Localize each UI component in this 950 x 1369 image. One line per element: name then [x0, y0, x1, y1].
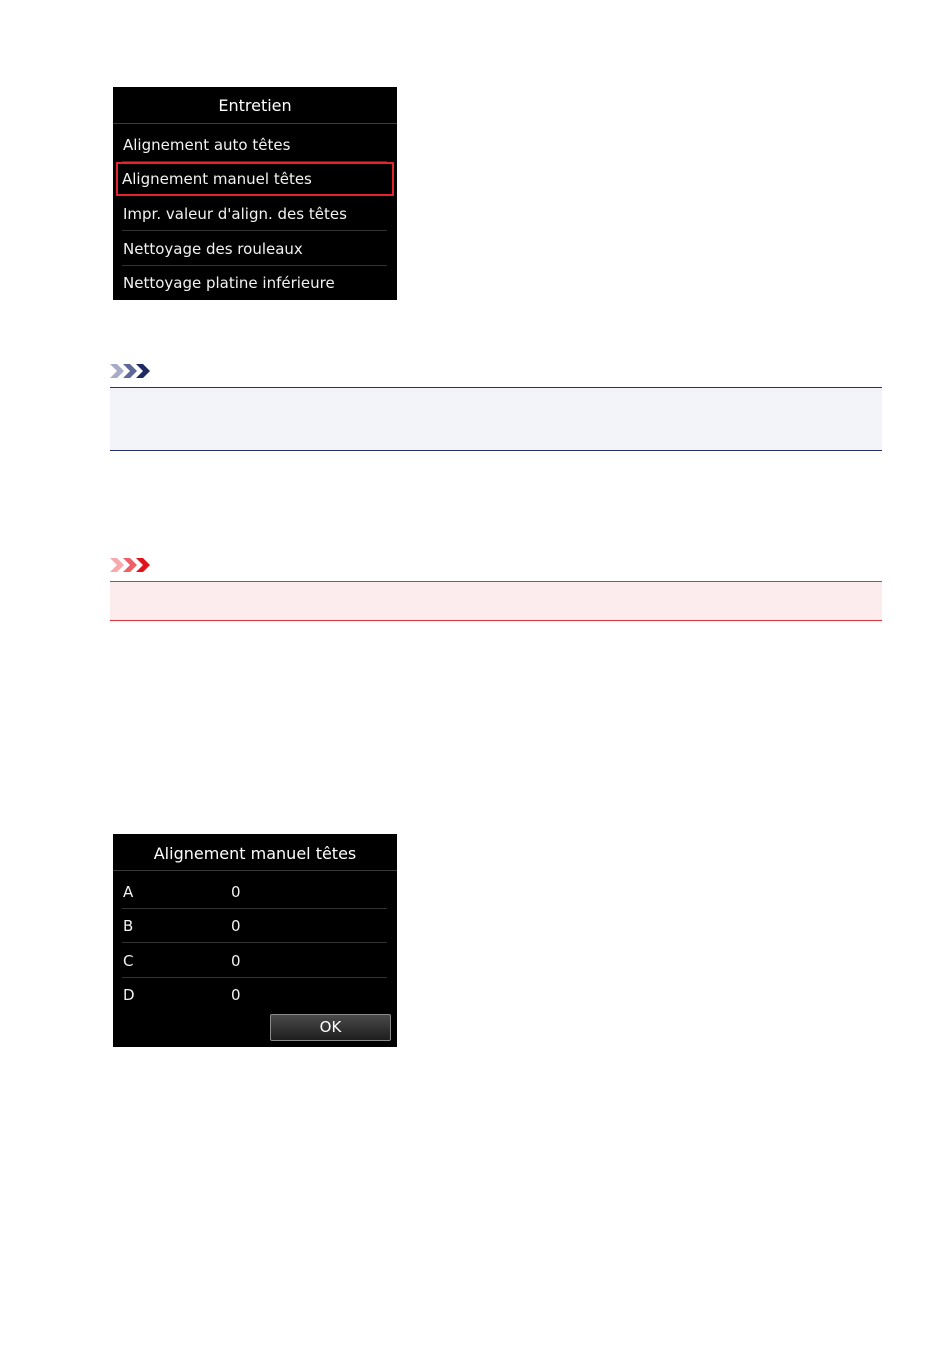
- menu-item-print-alignment-value[interactable]: [122, 197, 387, 231]
- note-box: [110, 387, 882, 451]
- menu-item-auto-head-alignment[interactable]: [122, 128, 387, 162]
- row-value: 0: [231, 986, 241, 1000]
- menu-item-label: Nettoyage platine inférieure: [123, 274, 335, 292]
- row-label: A: [123, 883, 134, 901]
- alignment-row-d[interactable]: [122, 978, 387, 1000]
- row-value: 0: [231, 952, 241, 970]
- row-value: 0: [231, 917, 241, 935]
- ok-button[interactable]: OK: [270, 1014, 391, 1041]
- screen-title: Entretien: [218, 96, 292, 115]
- triple-chevron-note-icon: [110, 363, 154, 379]
- maintenance-menu-screen: [113, 87, 397, 300]
- menu-item-label: Alignement manuel têtes: [122, 170, 312, 188]
- row-label: D: [123, 986, 135, 1000]
- alignment-row-a[interactable]: [122, 875, 387, 909]
- menu-item-label: Impr. valeur d'align. des têtes: [123, 205, 347, 223]
- alignment-row-c[interactable]: [122, 944, 387, 978]
- manual-alignment-screen: [113, 834, 397, 1047]
- row-label: B: [123, 917, 134, 935]
- menu-item-label: Nettoyage des rouleaux: [123, 240, 303, 258]
- screen-title: Alignement manuel têtes: [153, 844, 357, 863]
- title-divider: [113, 123, 397, 124]
- important-box: [110, 581, 882, 621]
- menu-item-label: Alignement auto têtes: [123, 136, 291, 154]
- menu-item-roller-cleaning[interactable]: [122, 232, 387, 266]
- row-value: 0: [231, 883, 241, 901]
- menu-item-manual-head-alignment[interactable]: [116, 162, 394, 196]
- alignment-row-b[interactable]: [122, 909, 387, 943]
- row-label: C: [123, 952, 134, 970]
- triple-chevron-important-icon: [110, 557, 154, 573]
- menu-item-bottom-plate-cleaning[interactable]: [122, 266, 387, 300]
- title-divider: [113, 870, 397, 871]
